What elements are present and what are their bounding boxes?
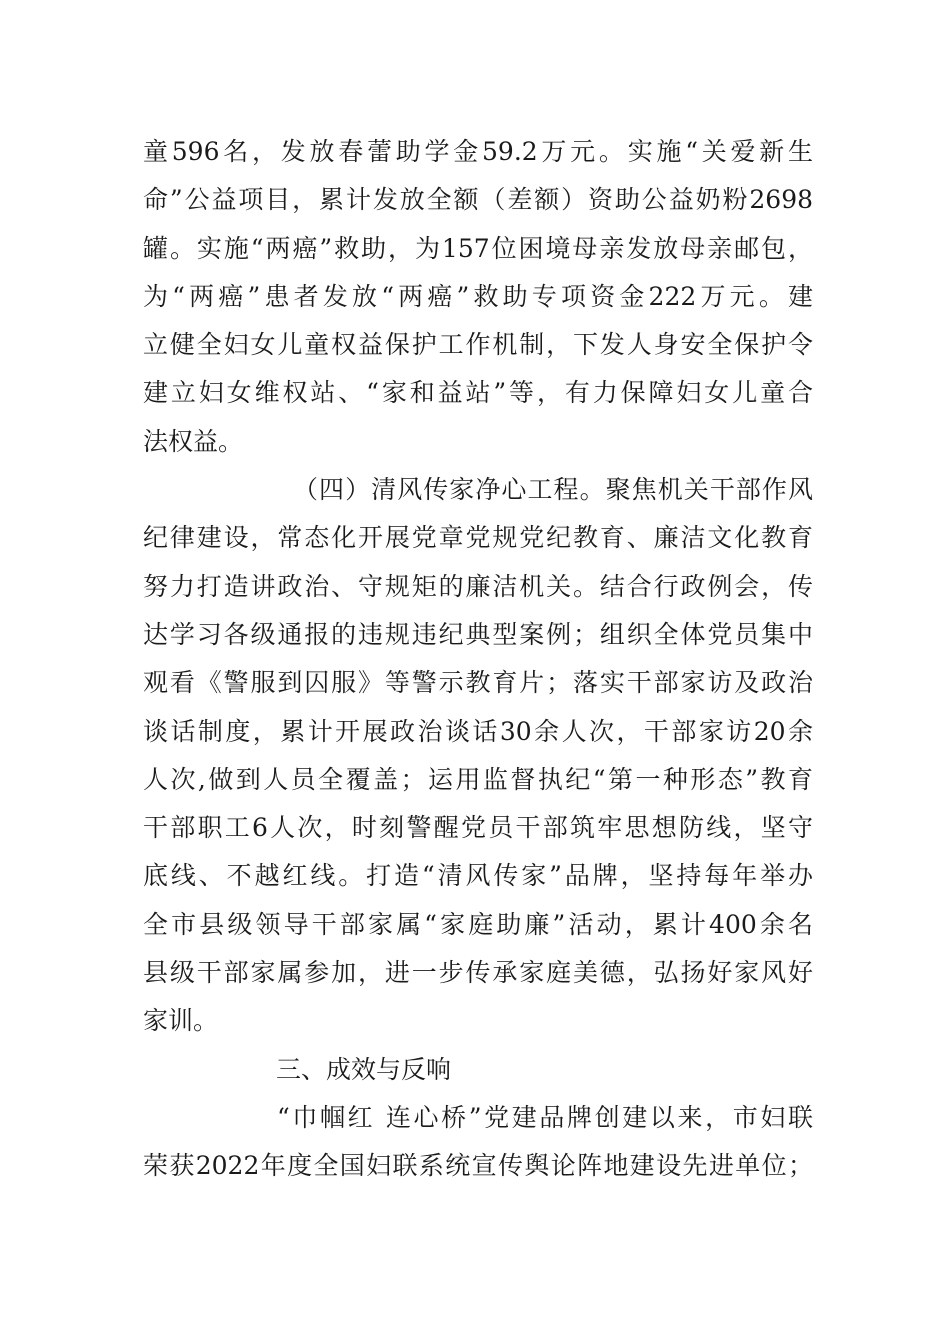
text-line: 县级干部家属参加，进一步传承家庭美德，弘扬好家风好 [143, 958, 813, 988]
text-line: 全市县级领导干部家属“家庭助廉”活动，累计400余名 [143, 909, 813, 939]
text-line: 命”公益项目，累计发放全额（差额）资助公益奶粉2698 [143, 185, 813, 215]
text-line: 人次,做到人员全覆盖；运用监督执纪“第一种形态”教育 [143, 764, 813, 794]
text-line: 为“两癌”患者发放“两癌”救助专项资金222万元。建 [143, 281, 813, 311]
text-line: “巾帼红 连心桥”党建品牌创建以来，市妇联 [277, 1102, 813, 1132]
text-line: 干部职工6人次，时刻警醒党员干部筑牢思想防线，坚守 [143, 813, 813, 843]
text-line: 底线、不越红线。打造“清风传家”品牌，坚持每年举办 [143, 861, 813, 891]
document-body [143, 128, 813, 1191]
text-line: 达学习各级通报的违规违纪典型案例；组织全体党员集中 [143, 619, 813, 649]
text-line: 观看《警服到囚服》等警示教育片；落实干部家访及政治 [143, 668, 813, 698]
text-line: 罐。实施“两癌”救助，为157位困境母亲发放母亲邮包， [143, 233, 813, 263]
text-line: 立健全妇女儿童权益保护工作机制，下发人身安全保护令 [143, 330, 813, 360]
text-line: 纪律建设，常态化开展党章党规党纪教育、廉洁文化教育 [143, 523, 813, 553]
text-line: 童596名，发放春蕾助学金59.2万元。实施“关爱新生 [143, 137, 813, 166]
text-line: 荣获2022年度全国妇联系统宣传舆论阵地建设先进单位； [143, 1151, 813, 1181]
section-heading-line: （四）清风传家净心工程。聚焦机关干部作风 [293, 475, 813, 505]
text-line: 法权益。 [143, 426, 244, 456]
text-line: 谈话制度，累计开展政治谈话30余人次，干部家访20余 [143, 716, 813, 746]
text-line: 建立妇女维权站、“家和益站”等，有力保障妇女儿童合 [143, 378, 813, 408]
text-line: 努力打造讲政治、守规矩的廉洁机关。结合行政例会，传 [143, 571, 813, 601]
text-line: 家训。 [143, 1006, 219, 1036]
section-title: 三、成效与反响 [276, 1054, 452, 1084]
